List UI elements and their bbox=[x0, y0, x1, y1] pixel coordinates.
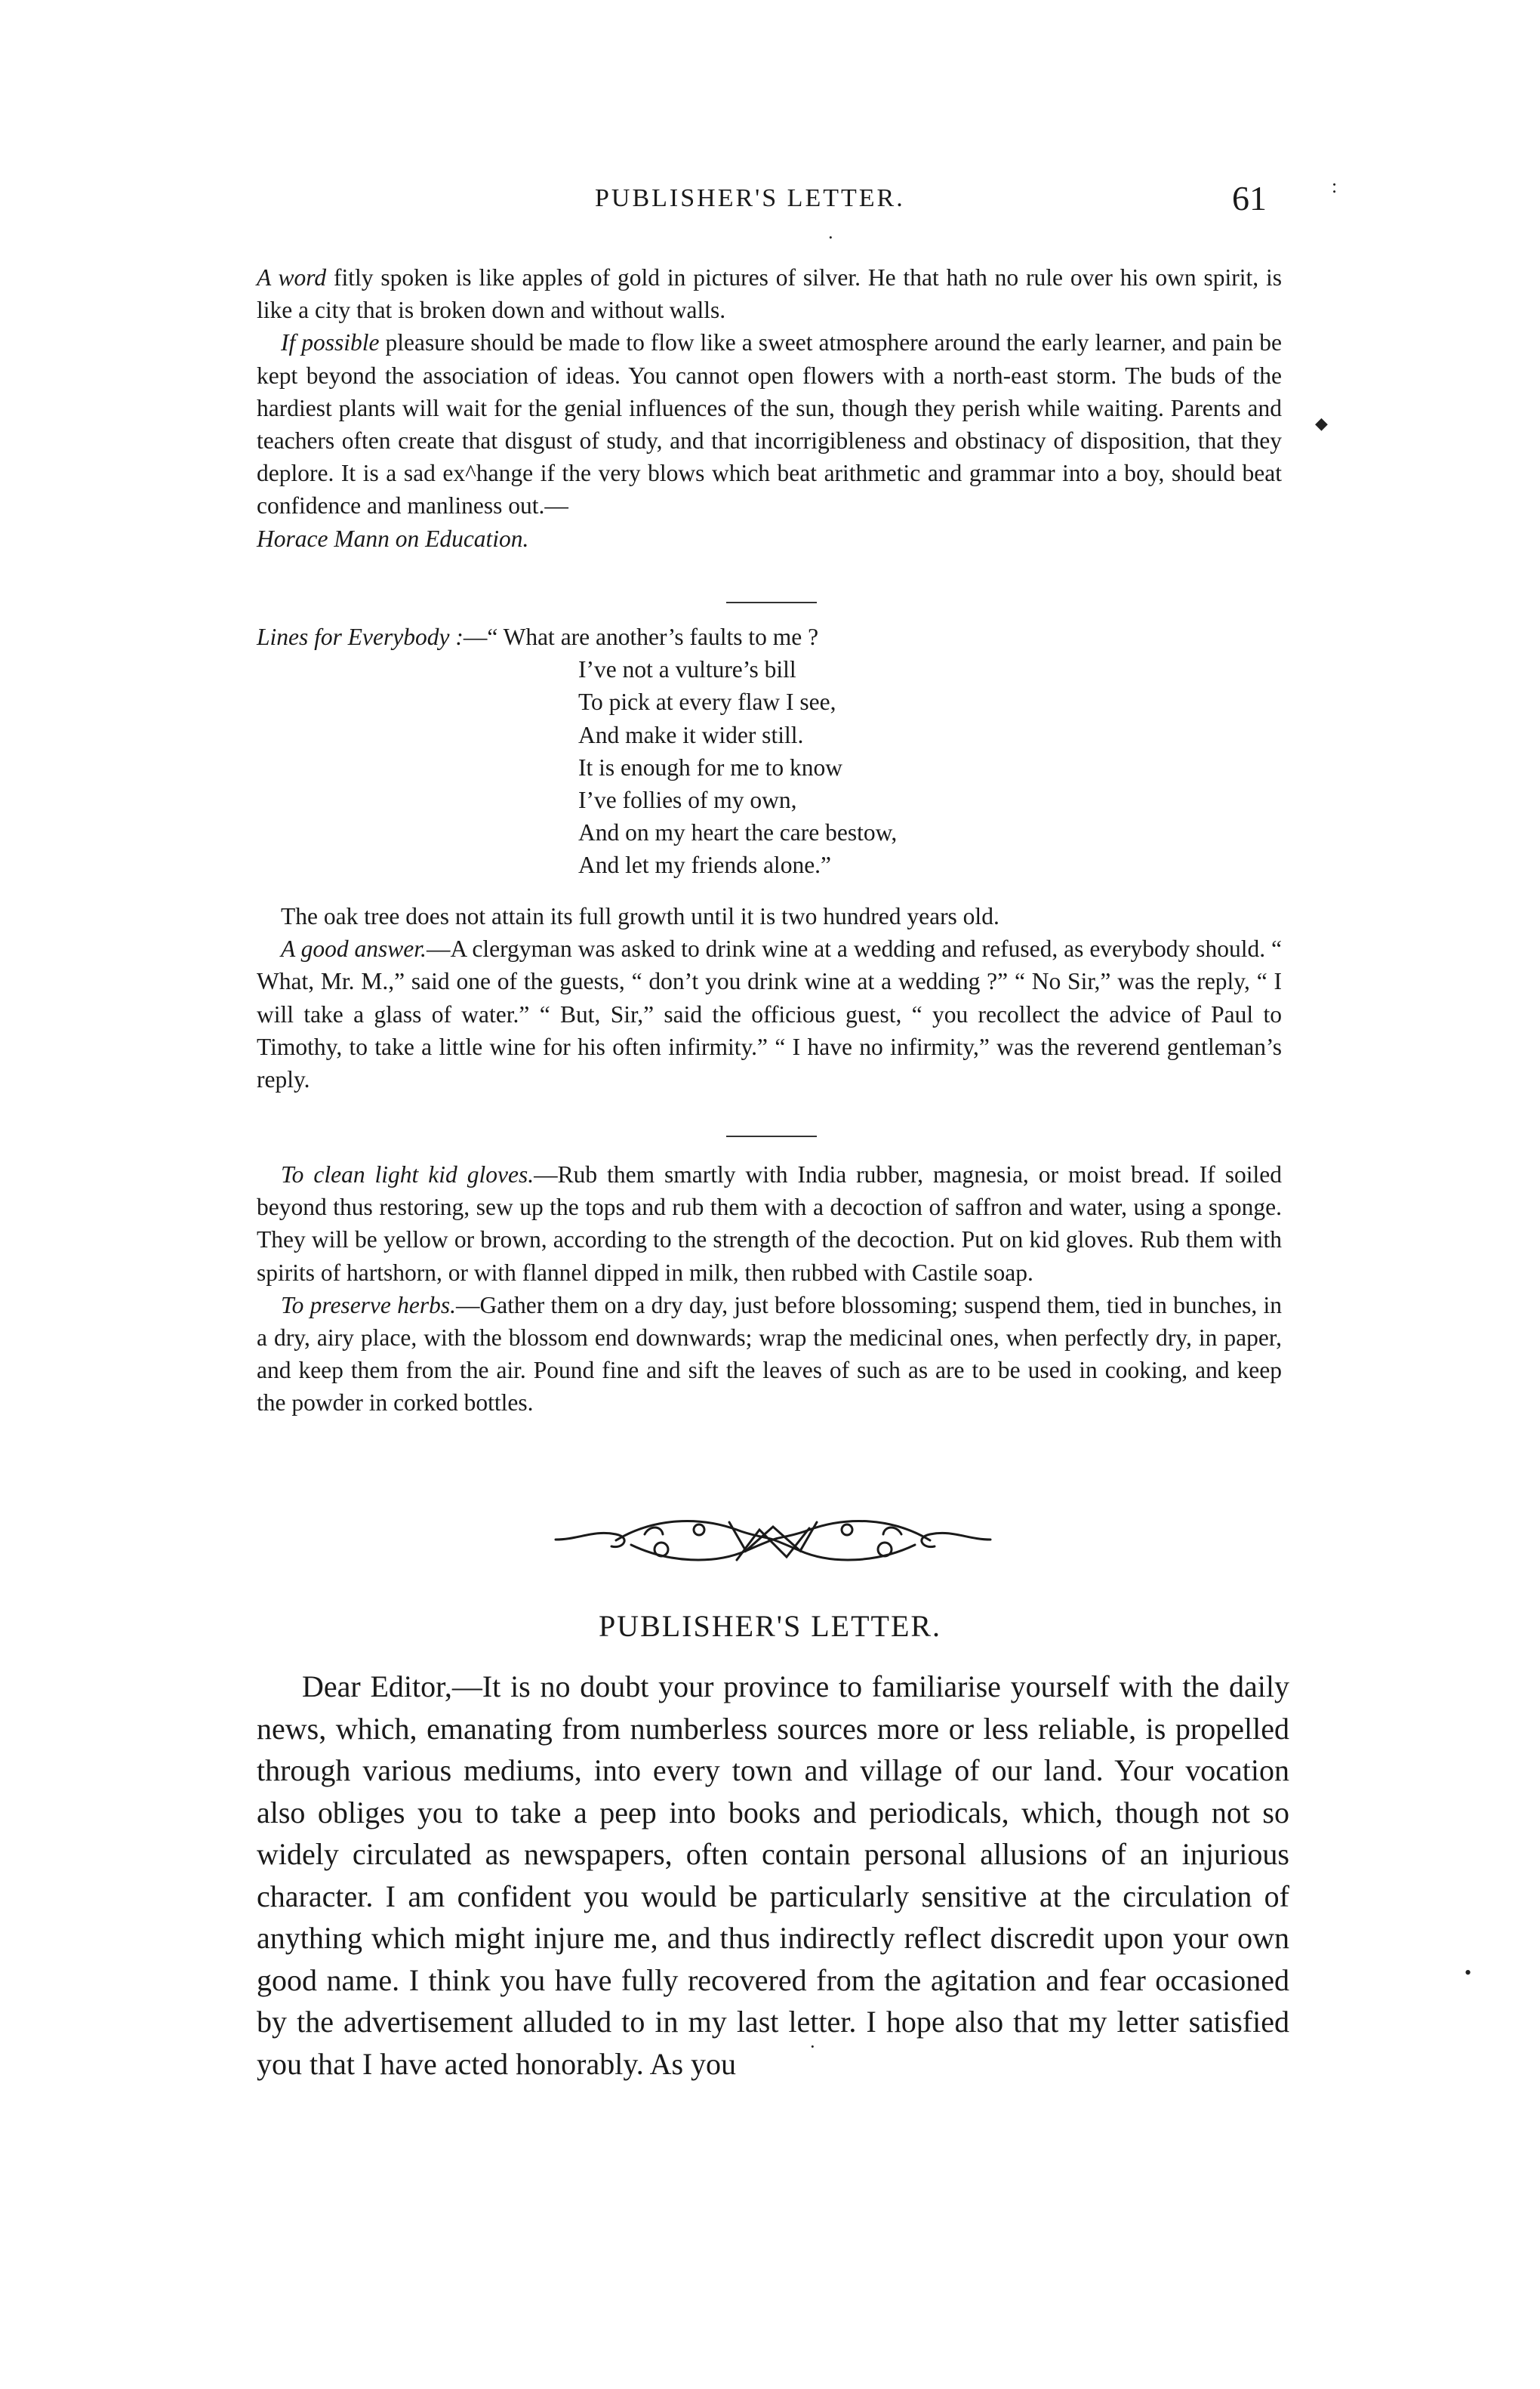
margin-speck: : bbox=[1332, 175, 1338, 197]
paragraph-lead: A good answer. bbox=[281, 936, 427, 963]
margin-speck: ◆ bbox=[1315, 414, 1328, 433]
poem-verses bbox=[578, 653, 1282, 881]
paragraph-text: The oak tree does not attain its full growth until it is two hundred years old. bbox=[281, 903, 999, 929]
anecdote-block bbox=[257, 900, 1282, 1096]
letter-body bbox=[257, 1666, 1289, 2085]
paragraph-lead: To clean light kid gloves. bbox=[281, 1161, 534, 1188]
decorative-ornament bbox=[548, 1507, 998, 1572]
poem-intro bbox=[257, 621, 1282, 653]
miscellany-block bbox=[257, 261, 1282, 555]
paragraph-text: pleasure should be made to flow like a sweet atmosphere around the early learner, and pain be kept beyond the association of ideas. You cannot open flowers with a north-east storm. The buds of the hardiest plants will wait for the genial influences of the sun, though they perish while waiting. Parents and teachers often create that disgust of study, and that incorrigibleness and obstinacy of disposition, that they deplore. It is a sad ex^hange if the very blows which beat arithmetic and grammar into a boy, should beat confidence and manliness out.— bbox=[257, 329, 1282, 519]
poem-line: And on my heart the care bestow, bbox=[578, 819, 898, 846]
poem-line: I’ve follies of my own, bbox=[578, 787, 797, 814]
poem-line: I’ve not a vulture’s bill bbox=[578, 656, 796, 683]
paragraph-kid-gloves bbox=[257, 1158, 1282, 1289]
poem-line: To pick at every flaw I see, bbox=[578, 689, 836, 716]
paragraph-preserve-herbs bbox=[257, 1289, 1282, 1420]
paragraph-lead: If possible bbox=[281, 329, 380, 356]
letter-paragraph: Dear Editor,—It is no doubt your province to familiarise yourself with the daily news, which, emanating from numberless sources more or less reliable, is propelled through various mediums, into every town and village of our land. Your vocation also obliges you to take a peep into books and periodicals, which, though not so widely circulated as newspapers, often contain personal allusions of an injurious character. I am confident you would be particularly sensitive at the circulation of anything which might injure me, and thus indirectly reflect discredit upon your own good name. I think you have fully recovered from the agitation and fear occasioned by the advertisement alluded to in my last letter. I hope also that my letter satisfied you that I have acted honorably. As you bbox=[257, 1669, 1289, 2081]
running-title: PUBLISHER'S LETTER. bbox=[595, 184, 905, 212]
paragraph-text: —Gather them on a dry day, just before blossoming; suspend them, tied in bunches, in a dry, airy place, with the blossom end downwards; wrap the medicinal ones, when perfectly dry, in paper, and keep them from the air. Pound fine and sift the leaves of such as are to be used in cooking, and keep the powder in corked bottles. bbox=[257, 1291, 1282, 1416]
poem-block bbox=[257, 621, 1282, 882]
section-heading: PUBLISHER'S LETTER. bbox=[598, 1609, 942, 1643]
running-head bbox=[0, 178, 1540, 223]
paragraph-text: fitly spoken is like apples of gold in pictures of silver. He that hath no rule over his own spirit, is like a city that is broken down and without walls. bbox=[257, 264, 1282, 324]
paragraph-if-possible bbox=[257, 326, 1282, 554]
paragraph-word-fitly bbox=[257, 261, 1282, 326]
household-hints-block bbox=[257, 1158, 1282, 1420]
attribution: Horace Mann on Education. bbox=[257, 525, 529, 552]
margin-speck: • bbox=[1465, 1962, 1472, 1984]
paragraph-lead: To preserve herbs. bbox=[281, 1291, 457, 1318]
poem-line: And let my friends alone.” bbox=[578, 852, 832, 879]
paragraph-good-answer bbox=[257, 932, 1282, 1096]
paragraph-lead: A word bbox=[257, 264, 327, 291]
section-divider bbox=[726, 602, 817, 603]
page-number: 61 bbox=[1232, 179, 1267, 217]
poem-first-line: —“ What are another’s faults to me ? bbox=[463, 624, 819, 650]
margin-speck: · bbox=[827, 227, 834, 248]
poem-line: And make it wider still. bbox=[578, 721, 804, 748]
poem-line: It is enough for me to know bbox=[578, 754, 842, 781]
margin-speck: · bbox=[809, 2036, 816, 2058]
paragraph-oak-tree bbox=[257, 900, 1282, 932]
poem-lead: Lines for Everybody : bbox=[257, 624, 464, 650]
section-divider bbox=[726, 1136, 817, 1137]
paragraph-text: —A clergyman was asked to drink wine at a wedding and refused, as everybody should. “ What, Mr. M.,” said one of the guests, “ don’t you drink wine at a wedding ?” “ No Sir,” was the reply, “ I will take a glass of water.” “ But, Sir,” said the officious guest, “ you recollect the advice of Paul to Timothy, to take a little wine for his often infirmity.” “ I have no infirmity,” was the reverend gentleman’s reply. bbox=[257, 936, 1282, 1093]
paragraph-text: —Rub them smartly with India rubber, magnesia, or moist bread. If soiled beyond thus restoring, sew up the tops and rub them with a decoction of saffron and water, using a sponge. They will be yellow or brown, according to the strength of the decoction. Put on kid gloves. Rub them with spirits of hartshorn, or with flannel dipped in milk, then rubbed with Castile soap. bbox=[257, 1161, 1282, 1286]
